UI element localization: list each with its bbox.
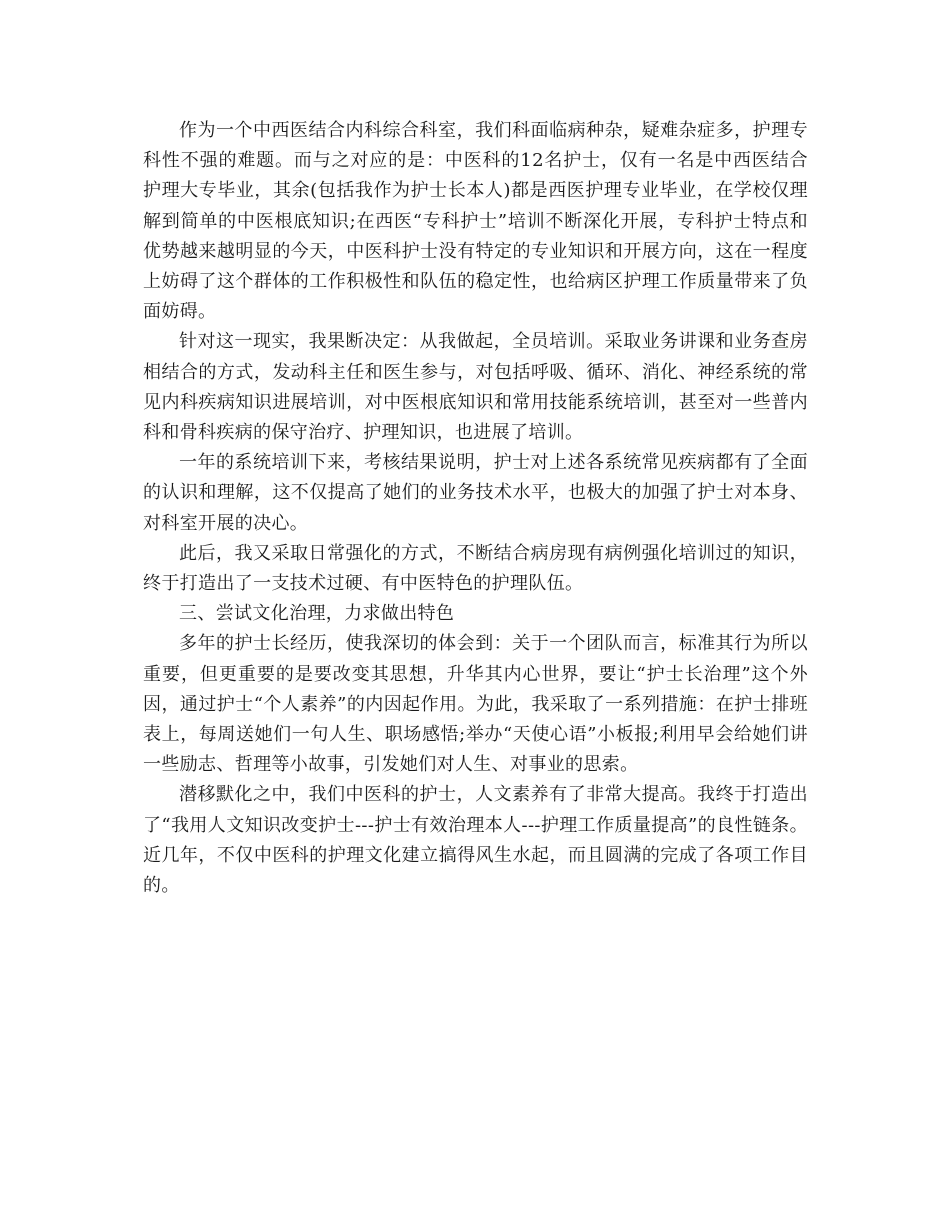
paragraph-intro-problem: 作为一个中西医结合内科综合科室，我们科面临病种杂，疑难杂症多，护理专科性不强的难题。而与之对应的是：中医科的12名护士，仅有一名是中西医结合护理大专毕业，其余(包括我作为护士长本人)都是西医护理专业毕业，在学校仅理解到简单的中医根底知识;在西医“专科护士”培训不断深化开展，专科护士特点和优势越来越明显的今天，中医科护士没有特定的专业知识和开展方向，这在一程度上妨碍了这个群体的工作积极性和队伍的稳定性，也给病区护理工作质量带来了负面妨碍。 — [143, 120, 808, 323]
paragraph-daily-reinforcement: 此后，我又采取日常强化的方式，不断结合病房现有病例强化培训过的知识，终于打造出了一支技术过硬、有中医特色的护理队伍。 — [143, 542, 808, 595]
paragraph-training-decision: 针对这一现实，我果断决定：从我做起，全员培训。采取业务讲课和业务查房相结合的方式，发动科主任和医生参与，对包括呼吸、循环、消化、神经系统的常见内科疾病知识进展培训，对中医根底知识和常用技能系统培训，甚至对一些普内科和骨科疾病的保守治疗、护理知识，也进展了培训。 — [143, 331, 808, 444]
section-heading-culture: 三、尝试文化治理，力求做出特色 — [179, 603, 455, 625]
paragraph-culture-outcome: 潜移默化之中，我们中医科的护士，人文素养有了非常大提高。我终于打造出了“我用人文知识改变护士---护士有效治理本人---护理工作质量提高”的良性链条。近几年，不仅中医科的护理文化建立搞得风生水起，而且圆满的完成了各项工作目的。 — [143, 784, 808, 897]
paragraph-training-result: 一年的系统培训下来，考核结果说明，护士对上述各系统常见疾病都有了全面的认识和理解，这不仅提高了她们的业务技术水平，也极大的加强了护士对本身、对科室开展的决心。 — [143, 452, 808, 534]
document-body — [143, 116, 808, 901]
paragraph-culture-measures: 多年的护士长经历，使我深切的体会到：关于一个团队而言，标准其行为所以重要，但更重要的是要改变其思想，升华其内心世界，要让“护士长治理”这个外因，通过护士“个人素养”的内因起作用。为此，我采取了一系列措施：在护士排班表上，每周送她们一句人生、职场感悟;举办“天使心语”小板报;利用早会给她们讲一些励志、哲理等小故事，引发她们对人生、对事业的思索。 — [143, 633, 808, 776]
